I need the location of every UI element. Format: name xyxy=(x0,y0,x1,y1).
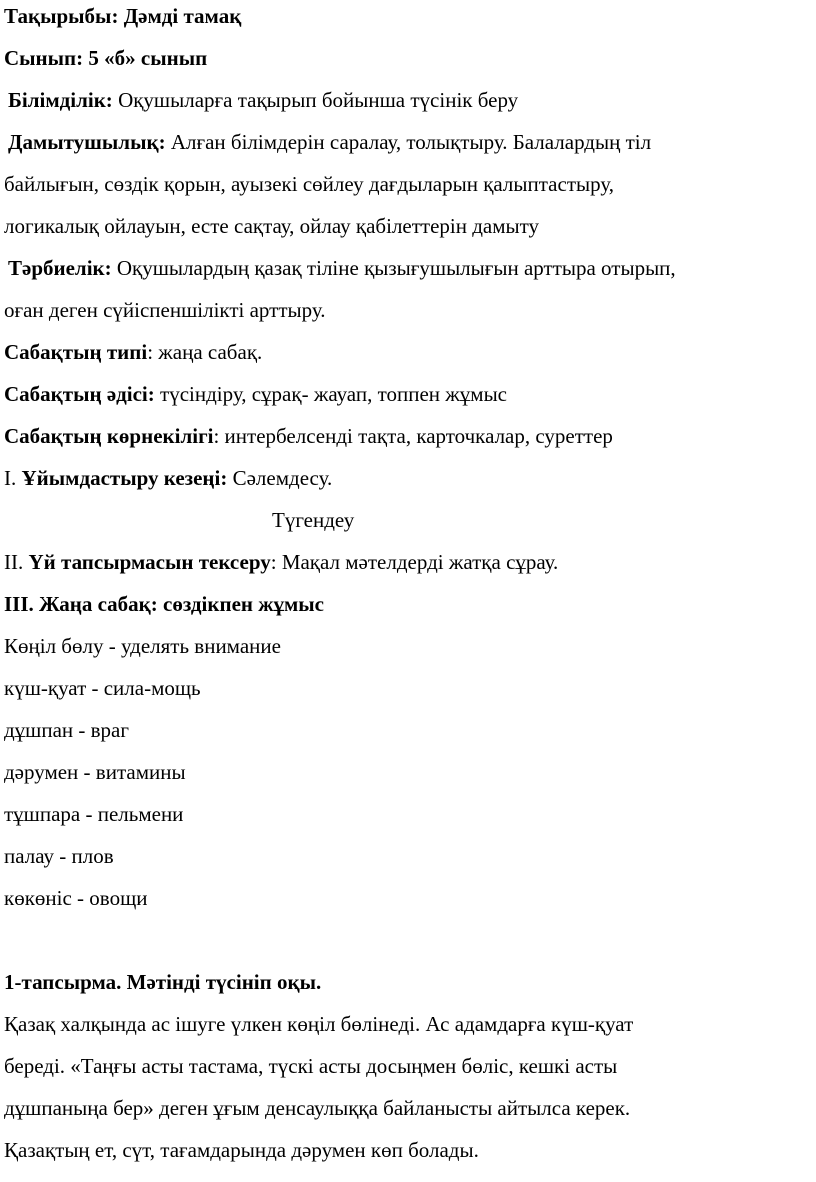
lesson-type-value: : жаңа сабақ. xyxy=(147,340,263,364)
vocab-item: дәрумен - витамины xyxy=(4,760,186,784)
lesson-visual-value: : интербелсенді тақта, карточкалар, суреттер xyxy=(213,424,613,448)
lesson-type xyxy=(4,339,262,365)
upbringing-label: Тәрбиелік: xyxy=(8,256,112,280)
upbringing-objective-line1 xyxy=(8,255,676,281)
stage-2-label: Үй тапсырмасын тексеру xyxy=(28,550,271,574)
educational-objective xyxy=(8,87,518,113)
task-1-text-line: дұшпаныңа бер» деген ұғым денсаулыққа байланысты айтылса керек. xyxy=(4,1096,631,1120)
task-1-title xyxy=(4,969,321,995)
stage-3-label: III. Жаңа сабақ: сөздікпен жұмыс xyxy=(4,592,324,616)
developmental-objective-line2: байлығын, сөздік қорын, ауызекі сөйлеу дағдыларын қалыптастыру, xyxy=(4,172,614,196)
upbringing-objective-line2: оған деген сүйіспеншілікті арттыру. xyxy=(4,298,326,322)
task-1-text-line: Қазақ халқында ас ішуге үлкен көңіл бөлінеді. Ас адамдарға күш-қуат xyxy=(4,1012,634,1036)
vocab-item: көкөніс - овощи xyxy=(4,886,148,910)
topic-value: Дәмді тамақ xyxy=(123,4,242,28)
topic-label: Тақырыбы: xyxy=(4,4,119,28)
stage-1-sub: Түгендеу xyxy=(272,508,355,532)
vocab-item: палау - плов xyxy=(4,844,114,868)
stage-1-value: Сәлемдесу. xyxy=(232,466,333,490)
lesson-visual-label: Сабақтың көрнекілігі xyxy=(4,424,214,448)
developmental-objective-line3: логикалық ойлауын, есте сақтау, ойлау қабілеттерін дамыту xyxy=(4,214,540,238)
vocab-item: күш-қуат - сила-мощь xyxy=(4,676,201,700)
lesson-visual-aids xyxy=(4,423,613,449)
upbringing-text-1: Оқушылардың қазақ тіліне қызығушылығын арттыра отырып, xyxy=(116,256,676,280)
developmental-text-1: Алған білімдерін саралау, толықтыру. Балалардың тіл xyxy=(170,130,652,154)
task-1-text-line: береді. «Таңғы асты тастама, түскі асты досыңмен бөліс, кешкі асты xyxy=(4,1054,618,1078)
stage-2-number: II. xyxy=(4,550,24,574)
stage-3 xyxy=(4,591,324,617)
stage-2 xyxy=(4,549,558,575)
vocab-item: тұшпара - пельмени xyxy=(4,802,184,826)
task-1-title-text: 1-тапсырма. Мәтінді түсініп оқы. xyxy=(4,970,322,994)
lesson-method-label: Сабақтың әдісі: xyxy=(4,382,155,406)
stage-1-label: Ұйымдастыру кезеңі: xyxy=(21,466,228,490)
vocab-item: Көңіл бөлу - уделять внимание xyxy=(4,634,281,658)
developmental-objective-line1 xyxy=(8,129,651,155)
task-1-text-line: Қазақтың ет, сүт, тағамдарында дәрумен көп болады. xyxy=(4,1138,479,1162)
lesson-method-value: түсіндіру, сұрақ- жауап, топпен жұмыс xyxy=(160,382,507,406)
class-label: Сынып: xyxy=(4,46,84,70)
class-value: 5 «б» сынып xyxy=(88,46,208,70)
stage-1 xyxy=(4,465,332,491)
developmental-label: Дамытушылық: xyxy=(8,130,166,154)
educational-text: Оқушыларға тақырып бойынша түсінік беру xyxy=(118,88,519,112)
stage-2-value: : Мақал мәтелдерді жатқа сұрау. xyxy=(270,550,559,574)
lesson-method xyxy=(4,381,507,407)
vocab-item: дұшпан - враг xyxy=(4,718,129,742)
educational-label: Білімділік: xyxy=(8,88,113,112)
lesson-type-label: Сабақтың типі xyxy=(4,340,148,364)
class-line xyxy=(4,45,207,71)
stage-1-number: I. xyxy=(4,466,17,490)
topic-line xyxy=(4,3,241,29)
